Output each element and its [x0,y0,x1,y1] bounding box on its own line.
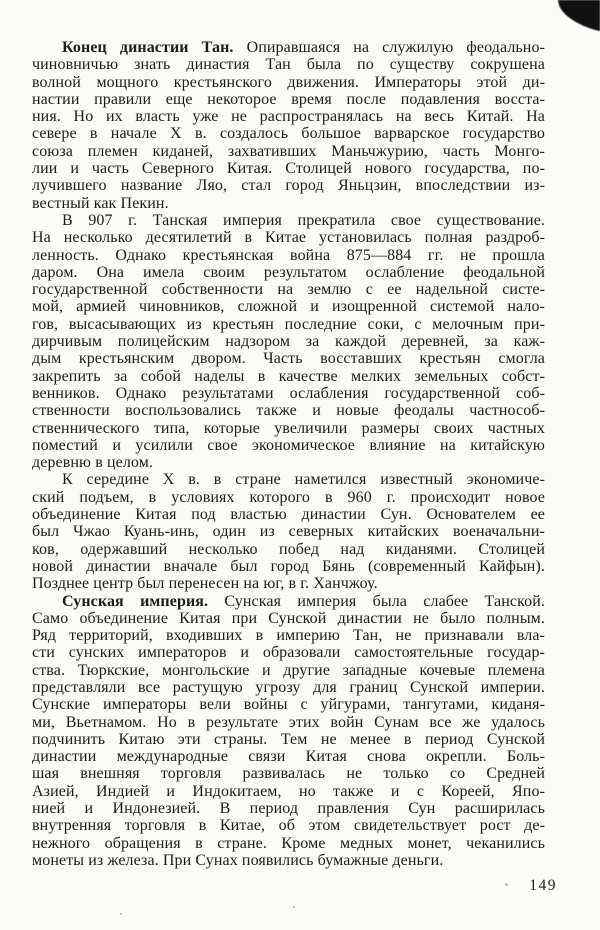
text-block [32,39,545,869]
text-line: шая внешняя торговля развивалась не только со Средней [32,765,545,783]
text-line: объединение Китая под властью династии Сун. Основателем ее [32,506,545,524]
text-line: даром. Она имела своим результатом ослабление феодальной [32,263,545,281]
text-line: На несколько десятилетий в Китае установилась полная раздроб- [32,229,545,247]
text-line: Конец династии Тан. Опиравшаяся на служилую феодально- [62,39,545,56]
paragraph [32,593,545,870]
text-line: династии международные связи Китая снова окрепли. Боль- [32,748,545,766]
text-line: был Чжао Куань-инь, один из северных китайских военачальни- [32,523,545,541]
text-line: поместий и усилили свое экономическое влияние на китайскую [32,436,545,454]
text-line: В 907 г. Танская империя прекратила свое существование. [62,211,545,229]
scan-speck [120,913,122,915]
text-line: ственнического типа, которые увеличили размеры своих частных [32,419,545,437]
paragraph-heading: Сунская империя. [62,592,209,610]
text-line: закрепить за собой наделы в качестве мелких земельных собст- [32,367,545,385]
text-line: Ряд территорий, входивших в империю Тан, не признавали вла- [32,627,545,645]
text-line: нией и Индонезией. В период правления Сун расширилась [32,800,545,818]
text-line: государственной собственности на землю с ее надельной систе- [32,281,545,299]
scan-speck [505,883,508,886]
text-line: ства. Тюркские, монгольские и другие западные кочевые племена [32,661,545,679]
text-line: деревню в целом. [32,454,154,472]
text-line: монеты из железа. При Сунах появились бумажные деньги. [32,851,444,869]
text-line: К середине X в. в стране наметился известный экономиче- [62,471,545,489]
text-line: ленность. Однако крестьянская война 875—884 гг. не прошла [32,246,545,264]
text-line: внутренняя торговля в Китае, об этом свидетельствует рост де- [32,817,545,835]
scan-speck [293,906,295,908]
text-line: подчинить Китаю эти страны. Тем не менее в период Сунской [32,730,545,748]
text-line: дирчивым полицейским надзором за каждой деревней, за каж- [32,333,545,351]
text-line: лучившего название Ляо, стал город Яньцзин, впоследствии из- [32,177,545,195]
text-line: ков, одержавший несколько побед над киданями. Столицей [32,540,545,558]
paragraph [32,471,545,592]
text-line: ственности воспользовались также и новые феодалы частнособ- [32,402,545,420]
text-line: союза племен киданей, захвативших Маньчжурию, часть Монго- [32,142,545,160]
text-line: новой династии вначале был город Бянь (современный Кайфын). [32,557,545,575]
text-line: Само объединение Китая при Сунской династии не было полным. [32,609,545,627]
text-line: Сунская империя. Сунская империя была слабее Танской. [62,592,545,610]
text-line: сти сунских императоров и образовали самостоятельные государ- [32,644,545,662]
text-line: лии и часть Северного Китая. Столицей нового государства, по- [32,160,545,178]
text-line: Позднее центр был перенесен на юг, в г. Ханчжоу. [32,575,378,593]
text-line: настии правили еще некоторое время после подавления восста- [32,90,545,108]
paragraph [32,39,545,212]
text-line: чиновничью знать династия Тан была по существу сокрушена [32,56,545,74]
paragraph-heading: Конец династии Тан. [62,39,234,56]
text-line: Азией, Индией и Индокитаем, но также и с Кореей, Япо- [32,782,545,800]
text-line: представляли все растущую угрозу для границ Сунской империи. [32,678,545,696]
page-number: 149 [529,877,557,894]
text-line: дым крестьянским двором. Часть восставших крестьян смогла [32,350,545,368]
scan-corner-artifact [544,0,600,36]
text-line: ми, Вьетнамом. Но в результате этих войн Сунам все же удалось [32,713,545,731]
text-line: севере в начале X в. создалось большое варварское государство [32,125,545,143]
text-line: ния. Но их власть уже не распространялась на весь Китай. На [32,108,545,126]
text-line: волной мощного крестьянского движения. Императоры этой ди- [32,73,545,91]
text-line: венников. Однако результатами ослабления государственной соб- [32,384,545,402]
text-line: ский подъем, в условиях которого в 960 г. происходит новое [32,488,545,506]
text-line: нежного обращения в стране. Кроме медных монет, чеканились [32,834,545,852]
text-line: Сунские императоры вели войны с уйгурами, тангутами, киданя- [32,696,545,714]
text-line: вестный как Пекин. [32,194,169,212]
text-line: гов, высасывающих из крестьян последние соки, с мелочным при- [32,315,545,333]
paragraph [32,212,545,471]
text-line: мой, армией чиновников, сложной и изощренной системой нало- [32,298,545,316]
